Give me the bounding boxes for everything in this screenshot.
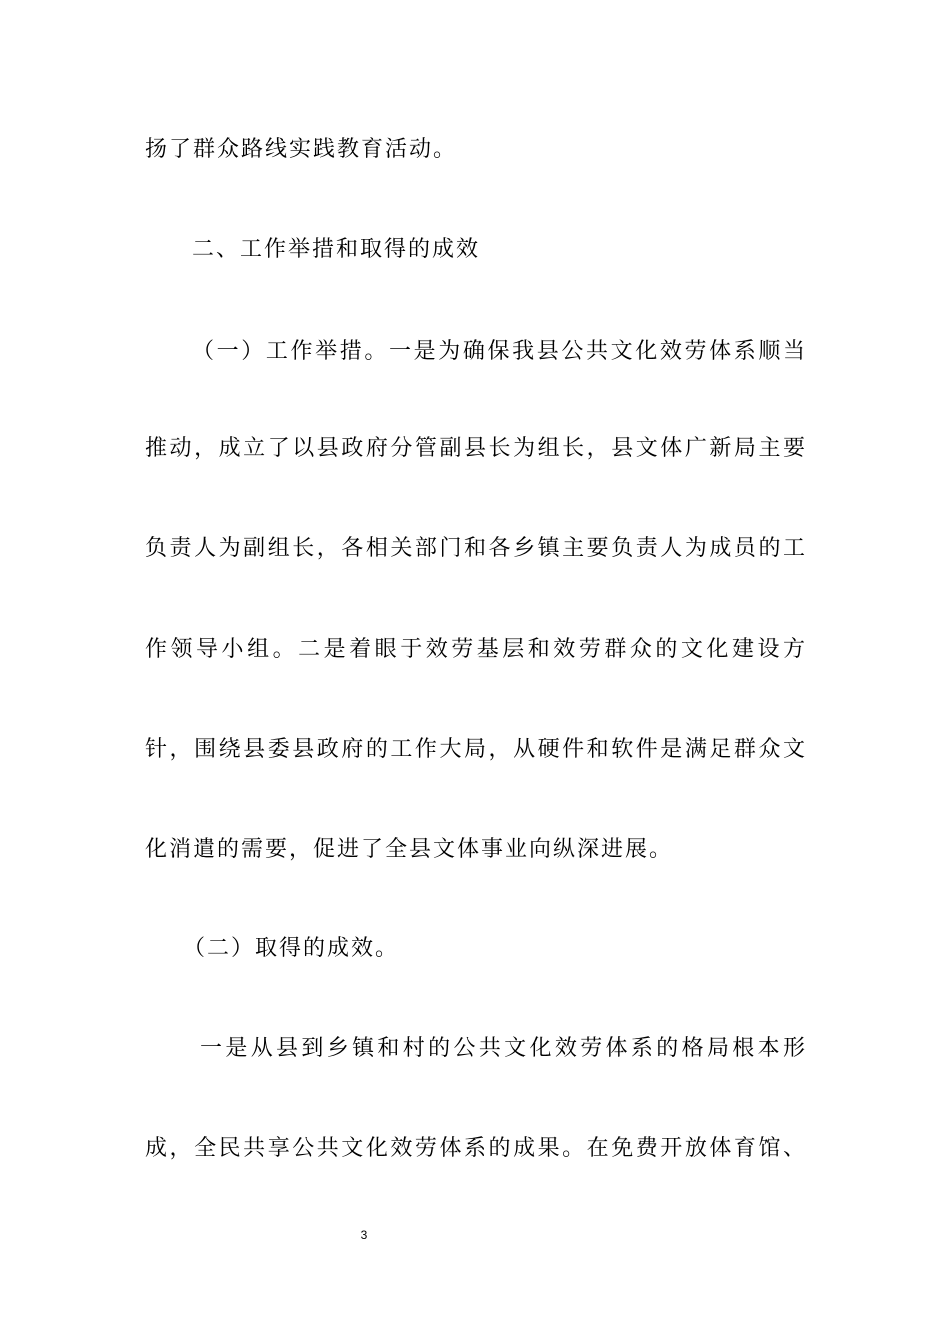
text-line-1: 扬了群众路线实践教育活动。 <box>145 137 458 162</box>
text-line-3: （一）工作举措。一是为确保我县公共文化效劳体系顺当 <box>192 339 805 364</box>
text-line-5: 负责人为副组长，各相关部门和各乡镇主要负责人为成员的工 <box>145 536 805 561</box>
text-line-10: 一是从县到乡镇和村的公共文化效劳体系的格局根本形 <box>200 1036 805 1061</box>
text-line-4: 推动，成立了以县政府分管副县长为组长，县文体广新局主要 <box>145 436 805 461</box>
subsection-heading: （二）取得的成效。 <box>183 936 400 961</box>
section-heading: 二、工作举措和取得的成效 <box>192 237 481 262</box>
text-line-6: 作领导小组。二是着眼于效劳基层和效劳群众的文化建设方 <box>145 637 805 662</box>
text-line-11: 成，全民共享公共文化效劳体系的成果。在免费开放体育馆、 <box>145 1136 805 1161</box>
text-line-8: 化消遣的需要，促进了全县文体事业向纵深进展。 <box>145 837 674 862</box>
text-line-7: 针，围绕县委县政府的工作大局，从硬件和软件是满足群众文 <box>145 737 805 762</box>
page-number: 3 <box>360 1228 368 1242</box>
